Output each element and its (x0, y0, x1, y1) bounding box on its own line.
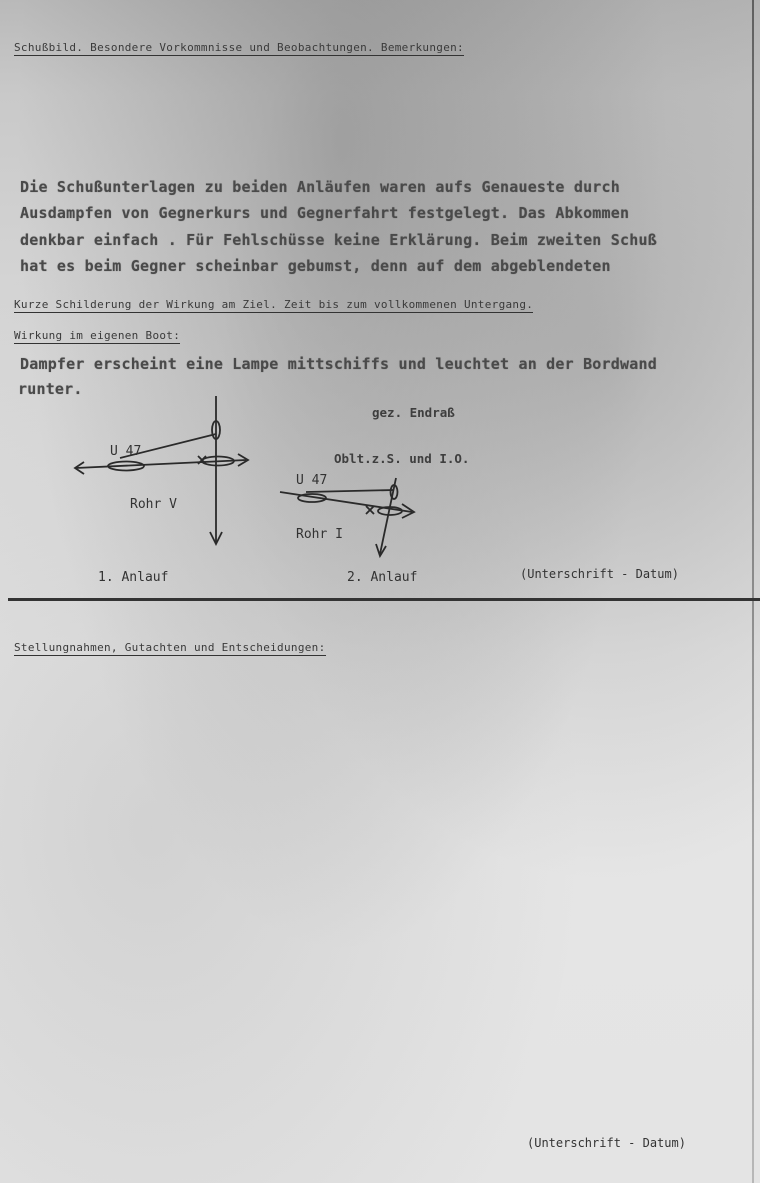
signature-rank: Oblt.z.S. und I.O. (334, 451, 470, 466)
remarks-line-1: Die Schußunterlagen zu beiden Anläufen waren aufs Genaueste durch (20, 178, 620, 196)
first-approach-tube-label: Rohr V (130, 497, 177, 512)
first-approach-sketch (70, 392, 260, 552)
page-edge (752, 0, 754, 1183)
section-header-effect-on-target: Kurze Schilderung der Wirkung am Ziel. Zeit bis zum vollkommenen Untergang. (14, 298, 534, 311)
first-approach-caption: 1. Anlauf (98, 570, 169, 585)
own-boat-line-1: Dampfer erscheint eine Lampe mittschiffs und leuchtet an der Bordwand (20, 355, 657, 373)
section-header-effect-own-boat: Wirkung im eigenen Boot: (14, 329, 181, 342)
remarks-line-4: hat es beim Gegner scheinbar gebumst, denn auf dem abgeblendeten (20, 257, 611, 275)
second-approach-caption: 2. Anlauf (347, 570, 418, 585)
second-approach-tube-label: Rohr I (296, 527, 343, 542)
remarks-line-3: denkbar einfach . Für Fehlschüsse keine Erklärung. Beim zweiten Schuß (20, 231, 657, 249)
signature-date-label: (Unterschrift - Datum) (520, 567, 679, 581)
signature-name: gez. Endraß (372, 405, 455, 420)
remarks-line-2: Ausdampfen von Gegnerkurs und Gegnerfahrt festgelegt. Das Abkommen (20, 204, 630, 222)
second-approach-boat-label: U 47 (296, 473, 328, 488)
final-signature-date-label: (Unterschrift - Datum) (527, 1136, 686, 1150)
section-header-remarks: Schußbild. Besondere Vorkommnisse und Beobachtungen. Bemerkungen: (14, 41, 464, 54)
section-divider (8, 598, 760, 601)
section-header-statements: Stellungnahmen, Gutachten und Entscheidungen: (14, 641, 326, 654)
first-approach-boat-label: U 47 (110, 444, 142, 459)
own-boat-line-2: runter. (18, 380, 83, 398)
